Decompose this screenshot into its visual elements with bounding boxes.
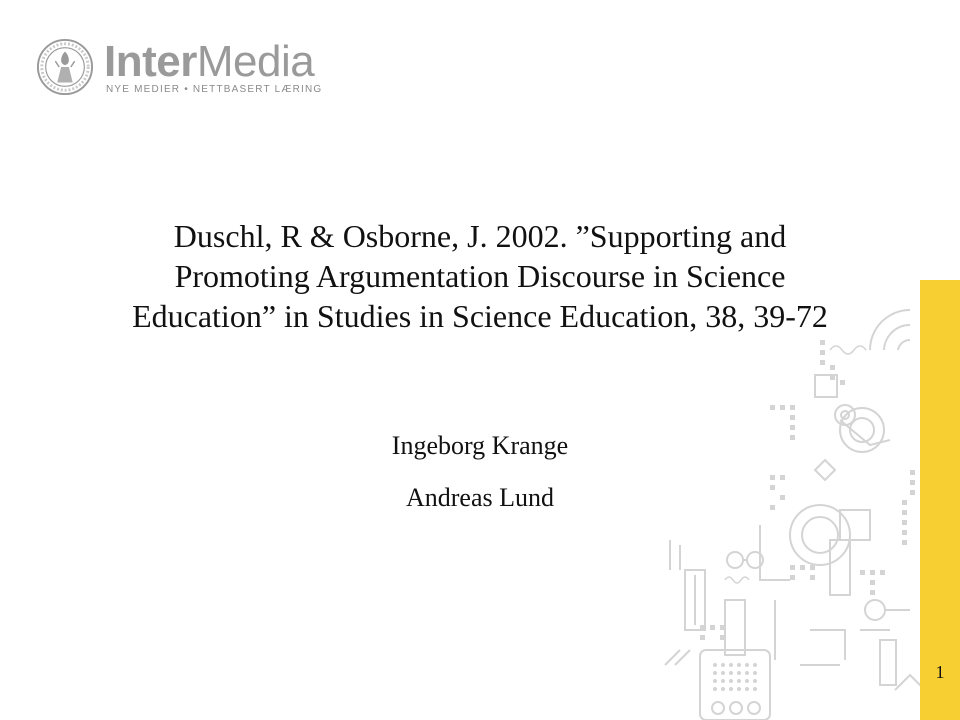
author-name: Andreas Lund [405,483,554,512]
logo-wordmark [104,36,314,88]
author-list [180,420,780,524]
logo-word-inter: Inter [104,37,197,86]
logo-word-media: Media [196,37,315,86]
slide-title [40,216,920,336]
page-number: 1 [935,662,945,682]
university-seal-icon [36,38,94,96]
title-line-3: Education” in Studies in Science Education, 38, 39-72 [132,298,828,334]
title-line-2: Promoting Argumentation Discourse in Science [174,258,786,294]
accent-band [920,280,960,720]
intermedia-logo [36,36,323,100]
title-line-1: Duschl, R & Osborne, J. 2002. ”Supporting and [173,218,787,254]
author-name: Ingeborg Krange [391,431,569,460]
logo-tagline: NYE MEDIER • NETTBASERT LÆRING [106,84,323,95]
